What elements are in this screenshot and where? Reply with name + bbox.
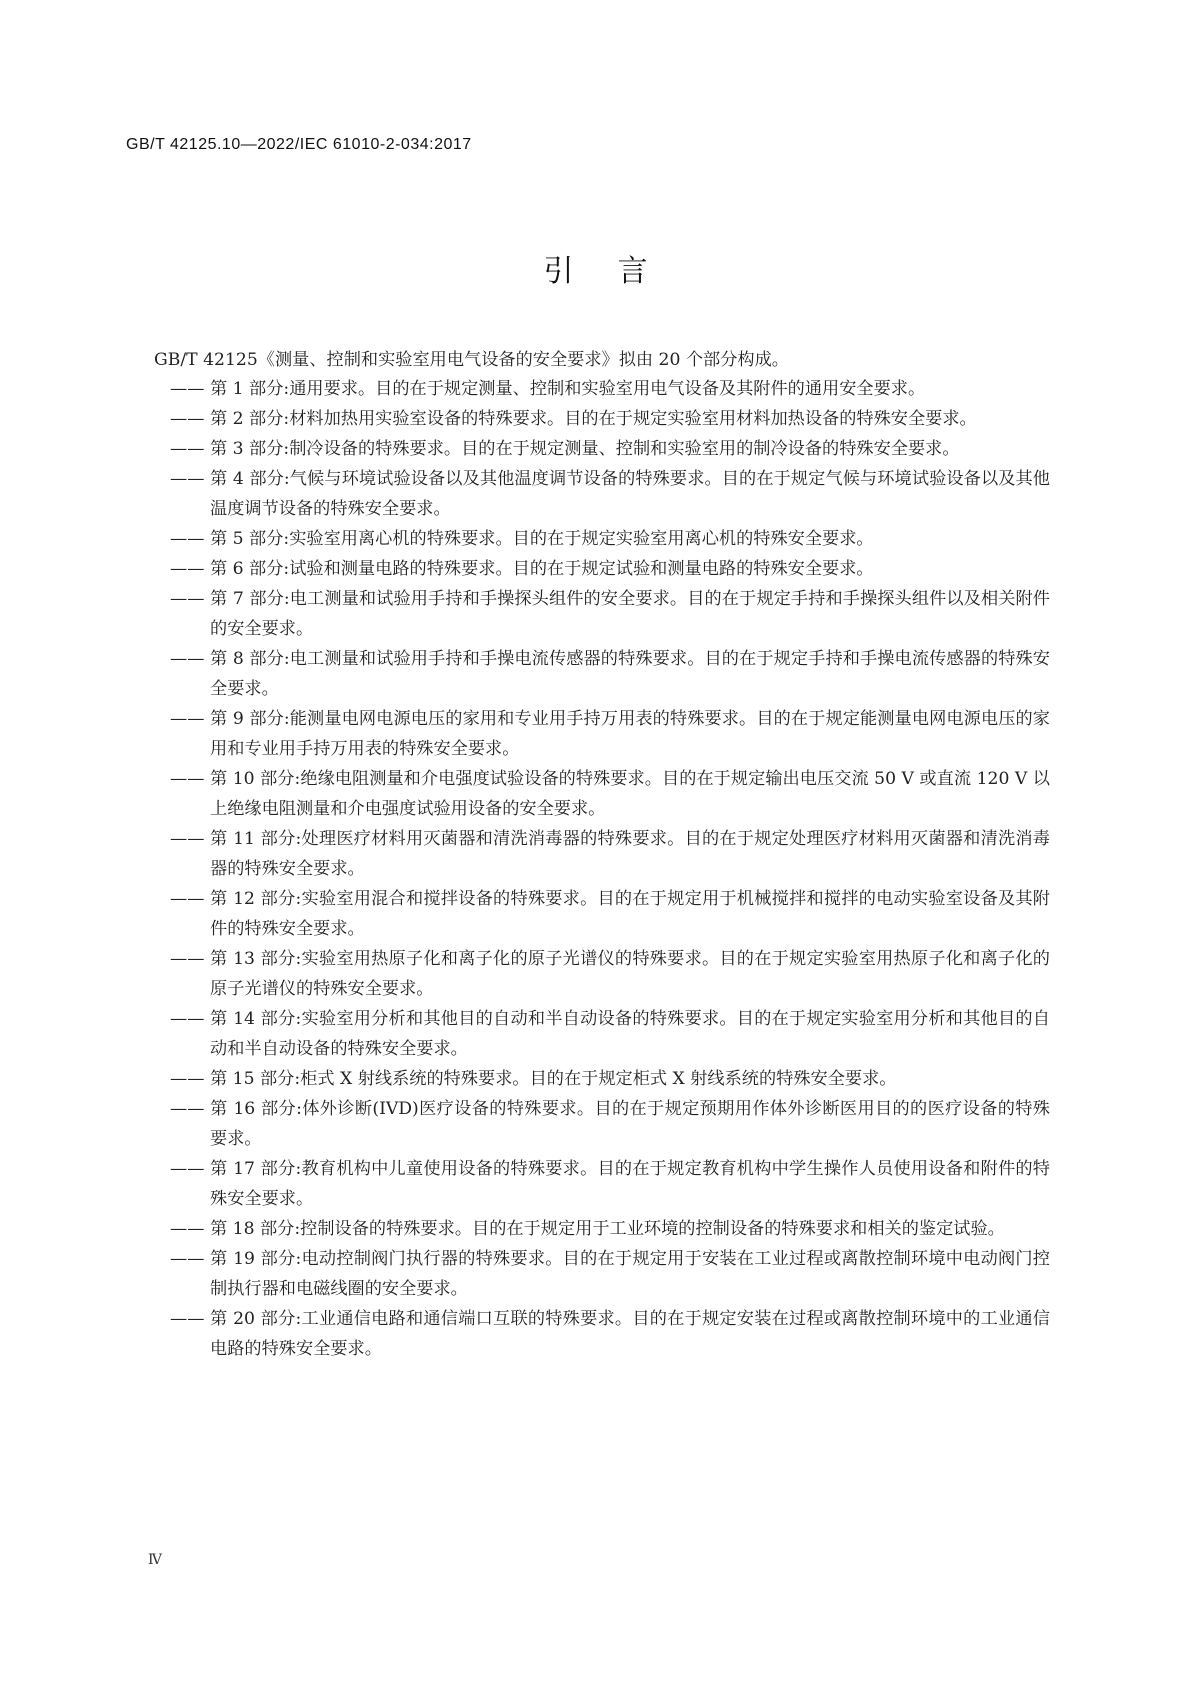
list-item (170, 764, 1050, 824)
part-description: 第 11 部分:处理医疗材料用灭菌器和清洗消毒器的特殊要求。目的在于规定处理医疗材料用灭菌器和清洗消毒器的特殊安全要求。 (210, 829, 1050, 879)
list-item (170, 1064, 1050, 1094)
em-dash-marker: —— (170, 559, 205, 579)
part-description: 第 8 部分:电工测量和试验用手持和手操电流传感器的特殊要求。目的在于规定手持和手操电流传感器的特殊安全要求。 (210, 649, 1050, 699)
list-item (170, 884, 1050, 944)
em-dash-marker: —— (170, 1249, 205, 1269)
list-item (170, 1154, 1050, 1214)
list-item (170, 944, 1050, 1004)
em-dash-marker: —— (170, 589, 205, 609)
list-item (170, 1214, 1050, 1244)
list-item (170, 374, 1050, 404)
em-dash-marker: —— (170, 529, 205, 549)
em-dash-marker: —— (170, 949, 205, 969)
part-description: 第 12 部分:实验室用混合和搅拌设备的特殊要求。目的在于规定用于机械搅拌和搅拌的电动实验室设备及其附件的特殊安全要求。 (210, 889, 1050, 939)
list-item (170, 434, 1050, 464)
em-dash-marker: —— (170, 649, 205, 669)
em-dash-marker: —— (170, 709, 205, 729)
em-dash-marker: —— (170, 769, 205, 789)
part-description: 第 15 部分:柜式 X 射线系统的特殊要求。目的在于规定柜式 X 射线系统的特殊安全要求。 (210, 1069, 897, 1089)
part-description: 第 9 部分:能测量电网电源电压的家用和专业用手持万用表的特殊要求。目的在于规定能测量电网电源电压的家用和专业用手持万用表的特殊安全要求。 (210, 709, 1050, 759)
em-dash-marker: —— (170, 889, 205, 909)
list-item (170, 1304, 1050, 1364)
part-description: 第 5 部分:实验室用离心机的特殊要求。目的在于规定实验室用离心机的特殊安全要求。 (210, 529, 874, 549)
list-item (170, 704, 1050, 764)
page-number: Ⅳ (148, 1552, 162, 1568)
part-description: 第 19 部分:电动控制阀门执行器的特殊要求。目的在于规定用于安装在工业过程或离散控制环境中电动阀门控制执行器和电磁线圈的安全要求。 (210, 1249, 1050, 1299)
em-dash-marker: —— (170, 1219, 205, 1239)
part-description: 第 3 部分:制冷设备的特殊要求。目的在于规定测量、控制和实验室用的制冷设备的特殊安全要求。 (210, 439, 960, 459)
part-description: 第 4 部分:气候与环境试验设备以及其他温度调节设备的特殊要求。目的在于规定气候与环境试验设备以及其他温度调节设备的特殊安全要求。 (210, 469, 1050, 519)
part-description: 第 1 部分:通用要求。目的在于规定测量、控制和实验室用电气设备及其附件的通用安全要求。 (210, 379, 926, 399)
part-description: 第 7 部分:电工测量和试验用手持和手操探头组件的安全要求。目的在于规定手持和手操探头组件以及相关附件的安全要求。 (210, 589, 1050, 639)
page-title: 引言 (543, 254, 692, 289)
list-item (170, 464, 1050, 524)
em-dash-marker: —— (170, 469, 205, 489)
em-dash-marker: —— (170, 1069, 205, 1089)
part-description: 第 20 部分:工业通信电路和通信端口互联的特殊要求。目的在于规定安装在过程或离散控制环境中的工业通信电路的特殊安全要求。 (210, 1309, 1050, 1359)
em-dash-marker: —— (170, 1009, 205, 1029)
list-item (170, 1004, 1050, 1064)
part-description: 第 6 部分:试验和测量电路的特殊要求。目的在于规定试验和测量电路的特殊安全要求。 (210, 559, 874, 579)
em-dash-marker: —— (170, 1099, 205, 1119)
list-item (170, 584, 1050, 644)
document-header-standard-number: GB/T 42125.10—2022/IEC 61010-2-034:2017 (126, 136, 472, 153)
part-description: 第 14 部分:实验室用分析和其他目的自动和半自动设备的特殊要求。目的在于规定实验室用分析和其他目的自动和半自动设备的特殊安全要求。 (210, 1009, 1050, 1059)
intro-paragraph: GB/T 42125《测量、控制和实验室用电气设备的安全要求》拟由 20 个部分构成。 (154, 350, 789, 370)
em-dash-marker: —— (170, 829, 205, 849)
em-dash-marker: —— (170, 409, 205, 429)
part-description: 第 16 部分:体外诊断(IVD)医疗设备的特殊要求。目的在于规定预期用作体外诊断医用目的的医疗设备的特殊要求。 (210, 1099, 1050, 1149)
part-description: 第 18 部分:控制设备的特殊要求。目的在于规定用于工业环境的控制设备的特殊要求和相关的鉴定试验。 (210, 1219, 1005, 1239)
list-item (170, 404, 1050, 434)
list-item (170, 644, 1050, 704)
part-description: 第 13 部分:实验室用热原子化和离子化的原子光谱仪的特殊要求。目的在于规定实验室用热原子化和离子化的原子光谱仪的特殊安全要求。 (210, 949, 1050, 999)
list-item (170, 524, 1050, 554)
list-item (170, 554, 1050, 584)
part-description: 第 2 部分:材料加热用实验室设备的特殊要求。目的在于规定实验室用材料加热设备的特殊安全要求。 (210, 409, 977, 429)
part-description: 第 10 部分:绝缘电阻测量和介电强度试验设备的特殊要求。目的在于规定输出电压交流 50 V 或直流 120 V 以上绝缘电阻测量和介电强度试验用设备的安全要求。 (210, 769, 1050, 819)
list-item (170, 824, 1050, 884)
part-description: 第 17 部分:教育机构中儿童使用设备的特殊要求。目的在于规定教育机构中学生操作人员使用设备和附件的特殊安全要求。 (210, 1159, 1050, 1209)
list-item (170, 1094, 1050, 1154)
parts-list (170, 374, 1050, 1364)
em-dash-marker: —— (170, 379, 205, 399)
em-dash-marker: —— (170, 439, 205, 459)
list-item (170, 1244, 1050, 1304)
em-dash-marker: —— (170, 1309, 205, 1329)
em-dash-marker: —— (170, 1159, 205, 1179)
